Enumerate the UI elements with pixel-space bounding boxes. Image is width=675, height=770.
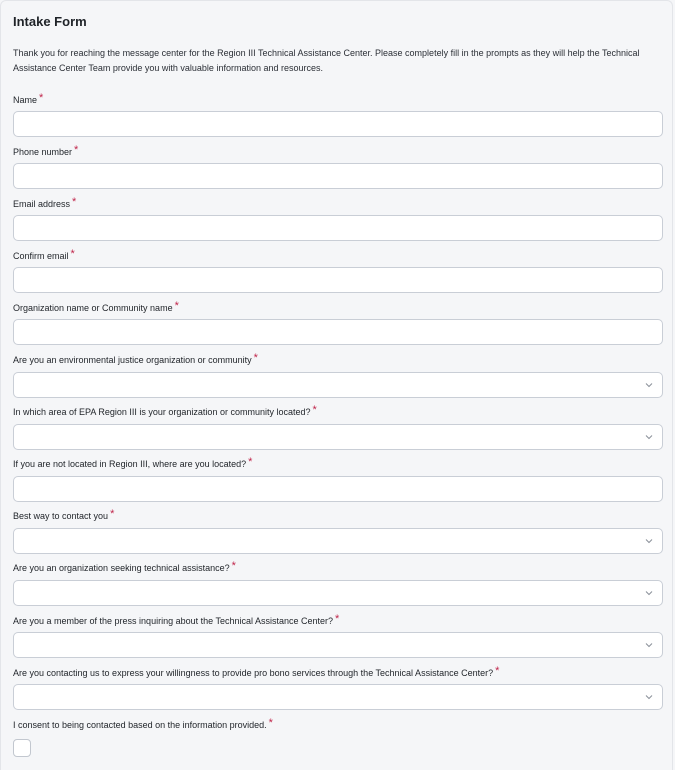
outside-region-input[interactable] [13, 476, 663, 502]
name-label: Name * [13, 92, 44, 105]
contact-method-select[interactable] [13, 528, 663, 554]
required-marker: * [231, 560, 236, 572]
required-marker: * [174, 300, 179, 312]
contact-method-label: Best way to contact you * [13, 508, 115, 521]
ej-org-select[interactable] [13, 372, 663, 398]
seeking-assistance-label: Are you an organization seeking technical assistance? * [13, 560, 236, 573]
phone-input[interactable] [13, 163, 663, 189]
required-marker: * [70, 248, 75, 260]
form-title: Intake Form [13, 14, 87, 29]
required-marker: * [248, 456, 253, 468]
consent-checkbox[interactable] [13, 739, 31, 757]
form-intro: Thank you for reaching the message center for the Region III Technical Assistance Center. Please completely fill in the prompts as they will help the Technical Assistance Center Team provide you with valuable information and resources. [13, 48, 640, 73]
press-label: Are you a member of the press inquiring about the Technical Assistance Center? * [13, 613, 340, 626]
confirm-email-input[interactable] [13, 267, 663, 293]
chevron-down-icon [645, 433, 653, 441]
email-input[interactable] [13, 215, 663, 241]
region-area-select[interactable] [13, 424, 663, 450]
required-marker: * [110, 508, 115, 520]
required-marker: * [39, 92, 44, 104]
chevron-down-icon [645, 381, 653, 389]
pro-bono-select[interactable] [13, 684, 663, 710]
required-marker: * [74, 144, 79, 156]
required-marker: * [268, 717, 273, 729]
phone-label: Phone number * [13, 144, 79, 157]
organization-input[interactable] [13, 319, 663, 345]
seeking-assistance-select[interactable] [13, 580, 663, 606]
ej-org-label: Are you an environmental justice organization or community * [13, 352, 258, 365]
press-select[interactable] [13, 632, 663, 658]
chevron-down-icon [645, 537, 653, 545]
required-marker: * [72, 196, 77, 208]
region-area-label: In which area of EPA Region III is your organization or community located? * [13, 404, 317, 417]
email-label: Email address * [13, 196, 77, 209]
required-marker: * [253, 352, 258, 364]
chevron-down-icon [645, 693, 653, 701]
organization-label: Organization name or Community name * [13, 300, 179, 313]
required-marker: * [495, 665, 500, 677]
pro-bono-label: Are you contacting us to express your willingness to provide pro bono services through the Technical Assistance Center? * [13, 665, 500, 678]
outside-region-label: If you are not located in Region III, where are you located? * [13, 456, 253, 469]
chevron-down-icon [645, 589, 653, 597]
chevron-down-icon [645, 641, 653, 649]
confirm-email-label: Confirm email * [13, 248, 75, 261]
required-marker: * [335, 613, 340, 625]
required-marker: * [312, 404, 317, 416]
name-input[interactable] [13, 111, 663, 137]
consent-label: I consent to being contacted based on the information provided. * [13, 717, 273, 730]
